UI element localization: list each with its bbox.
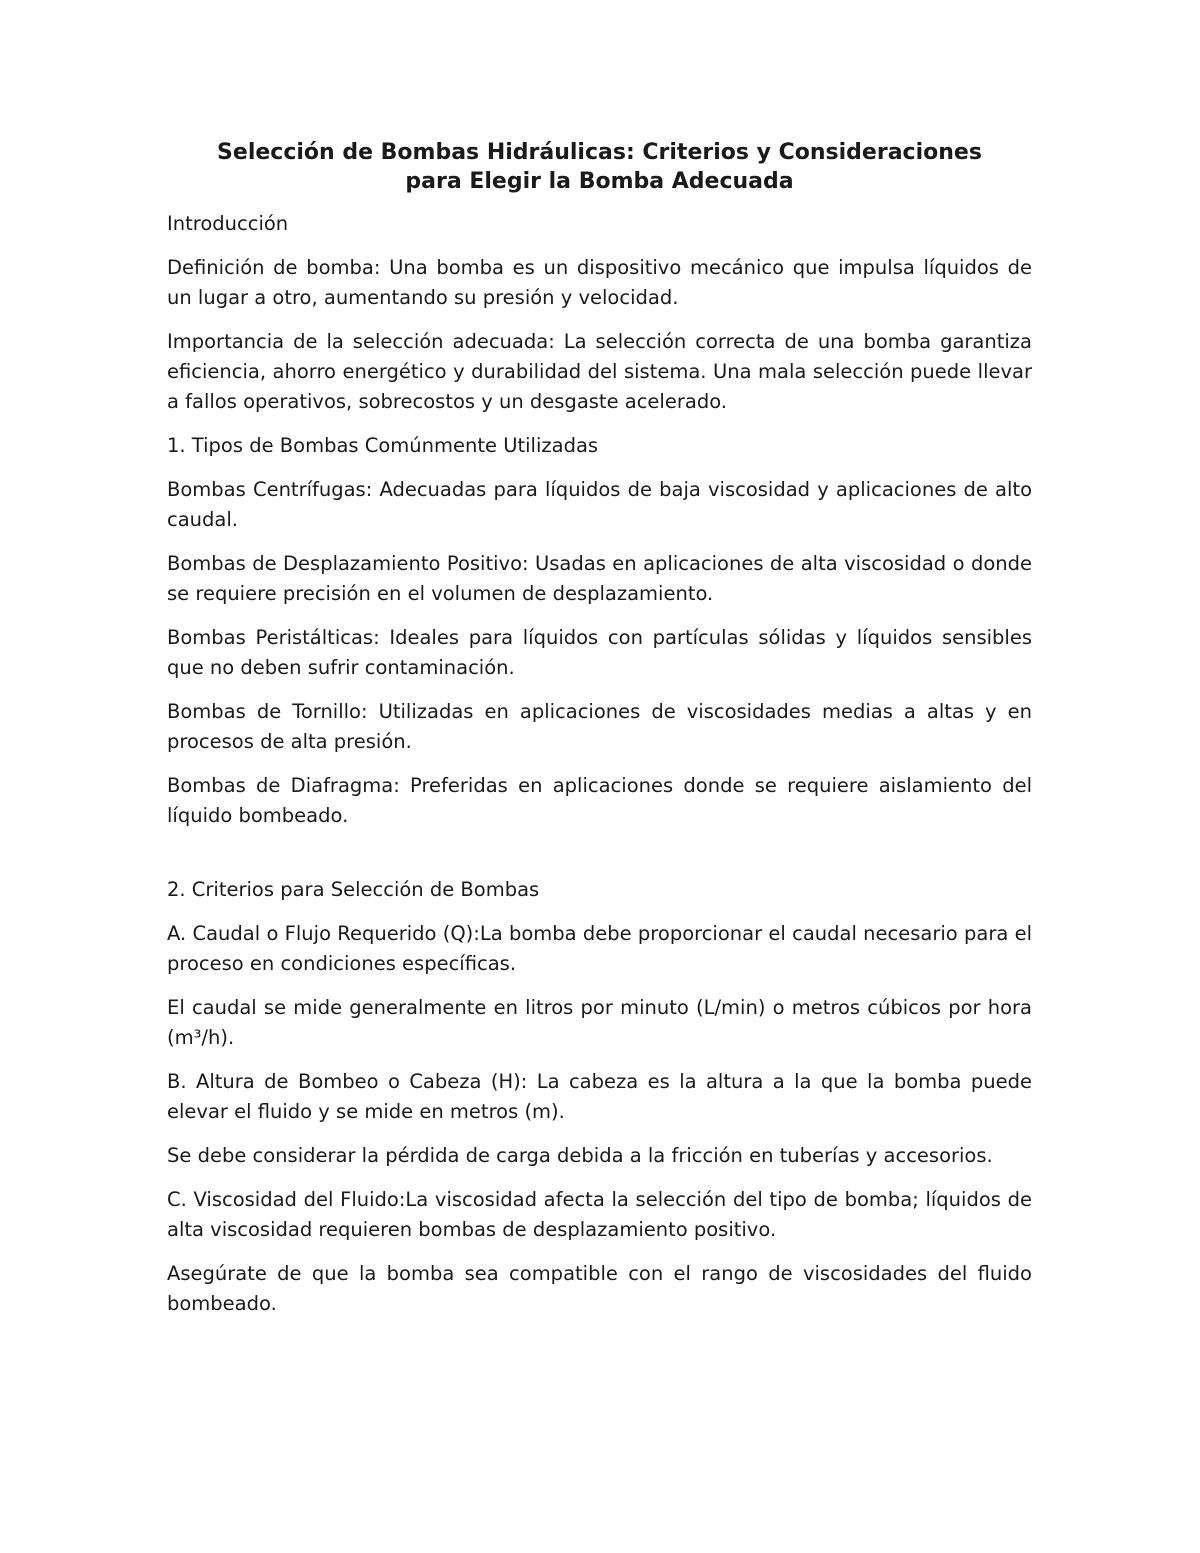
section-2-heading: 2. Criterios para Selección de Bombas [167,878,540,901]
document-page [167,138,1032,1333]
document-title [167,138,1032,196]
criterion-viscosity-range: Asegúrate de que la bomba sea compatible con el rango de viscosidades del fluido bombeado. [167,1262,1032,1315]
intro-definition: Definición de bomba: Una bomba es un dispositivo mecánico que impulsa líquidos de un lugar a otro, aumentando su presión y velocidad. [167,256,1032,309]
criterion-flow: A. Caudal o Flujo Requerido (Q):La bomba debe proporcionar el caudal necesario para el proceso en condiciones específicas. [167,922,1032,975]
title-line-2: para Elegir la Bomba Adecuada [405,169,794,194]
pump-type-peristaltic: Bombas Peristálticas: Ideales para líquidos con partículas sólidas y líquidos sensibles que no deben sufrir contaminación. [167,626,1032,679]
pump-type-screw: Bombas de Tornillo: Utilizadas en aplicaciones de viscosidades medias a altas y en procesos de alta presión. [167,700,1032,753]
pump-type-centrifugal: Bombas Centrífugas: Adecuadas para líquidos de baja viscosidad y aplicaciones de alto caudal. [167,478,1032,531]
criterion-head-losses: Se debe considerar la pérdida de carga debida a la fricción en tuberías y accesorios. [167,1144,993,1167]
title-line-1: Selección de Bombas Hidráulicas: Criterios y Consideraciones [217,140,982,165]
blank-line [167,845,1032,875]
criterion-flow-units: El caudal se mide generalmente en litros por minuto (L/min) o metros cúbicos por hora (m³/h). [167,996,1032,1049]
intro-importance: Importancia de la selección adecuada: La selección correcta de una bomba garantiza eficiencia, ahorro energético y durabilidad del sistema. Una mala selección puede llevar a fallos operativos, sobrecostos y un desgaste acelerado. [167,330,1032,413]
section-1-heading: 1. Tipos de Bombas Comúnmente Utilizadas [167,434,599,457]
pump-type-diaphragm: Bombas de Diafragma: Preferidas en aplicaciones donde se requiere aislamiento del líquido bombeado. [167,774,1032,827]
criterion-viscosity: C. Viscosidad del Fluido:La viscosidad afecta la selección del tipo de bomba; líquidos de alta viscosidad requieren bombas de desplazamiento positivo. [167,1188,1032,1241]
intro-heading: Introducción [167,212,289,235]
criterion-head: B. Altura de Bombeo o Cabeza (H): La cabeza es la altura a la que la bomba puede elevar el fluido y se mide en metros (m). [167,1070,1032,1123]
pump-type-positive-displacement: Bombas de Desplazamiento Positivo: Usadas en aplicaciones de alta viscosidad o donde se requiere precisión en el volumen de desplazamiento. [167,552,1032,605]
